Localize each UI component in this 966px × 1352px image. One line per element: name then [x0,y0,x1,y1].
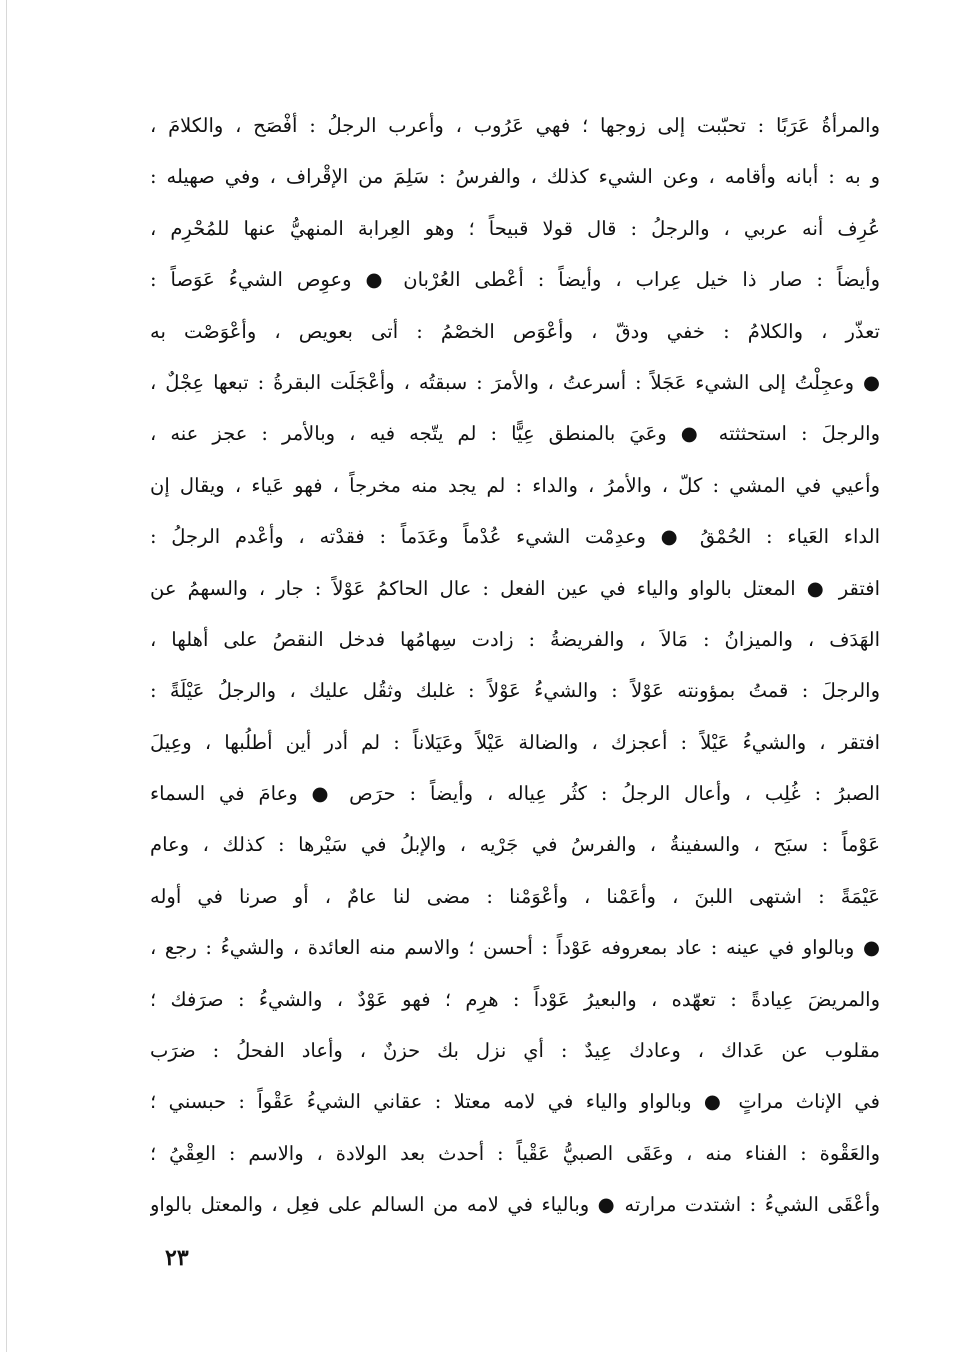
text-line-21: والعَقْوة : الفناء منه ، وعَقَى الصبيُّ عَقْياً : أحدث بعد الولادة ، والاسم : العِقْيُ ؛ [150,1141,880,1165]
text-line-13: افتقر ، والشيءُ عَيْلاً : أعجزك ، والضالة عَيْلاً وعَيَلاناً : لم أدر أين أطلُبها ، وعِيلَ [150,730,880,754]
text-line-10: افتقر ● المعتل بالواو والياء في عين الفعل : عال الحاكمُ عَوْلاً : جار ، والسهمُ عن [150,576,880,600]
text-line-16: عَيْمَةً : اشتهى اللبنَ ، وأعَمْنا ، وأعْوَمْنا : مضى لنا عامٌ ، أو صرنا في أوله [150,884,880,908]
text-line-1: والمرأةُ عَرَبًا : تحبّبت إلى زوجها ؛ فهي عَرُوب ، وأعرب الرجلُ : أفْصَح ، والكلامَ ، [150,114,880,137]
text-line-18: والمريضَ عِيادةً : تعهّده ، والبعيرُ عَوْداً : هرِم ؛ فهو عَوْدٌ ، والشيءُ : صرَفك ؛ [150,987,880,1011]
text-line-8: وأعيي في المشي : كلّ ، والأمرُ ، والداء : لم يجد منه مخرجاً ، فهو عَياء ، ويقال إن [150,473,880,497]
text-line-22: وأعْقَى الشيءُ : اشتدت مرارته ● وبالياء في لامه من السالم على فعِل ، والمعتل بالواو [150,1193,880,1217]
text-line-12: والرجلَ : قمتُ بمؤونته عَوْلاً : والشيءُ عَوْلاً : غلبك وثقُل عليك ، والرجلُ عَيْلَةً : [150,679,880,703]
text-line-20: في الإناث مراتٍ ● وبالواو والياء في لامه معتلا : عقاني الشيءُ عَقْواً : حبسني ؛ [150,1090,880,1114]
text-line-4: وأيضاً : صار ذا خيل عِراب ، وأيضاً : أعْطى العُرْبان ● وعوِص الشيءُ عَوَصاً : [150,268,880,292]
page-edge [6,0,7,1352]
text-line-5: تعذّر ، والكلامُ : خفي ودقّ ، وأعْوَص الخصْمُ : أتى بعويص ، وأعْوَصْت به [150,319,880,343]
text-line-11: الهَدَف ، والميزانُ : مَالاَ ، والفريضةُ : زادت سِهامُها فدخل النقصُ على أهلها ، [150,627,880,651]
text-line-3: عُرِف أنه عربي ، والرجلُ : قال قولا قبيحاً ؛ وهو العِرابة المنهيُّ عنها للمُحْرِم ، [150,216,880,240]
text-line-2: و به : أبانه وأقامه ، وعن الشيء كذلك ، والفرسُ : سَلِمَ من الإقْراف ، وفي صهيله : [150,165,880,189]
text-line-14: الصبرُ : غُلِب ، وأعال الرجلُ : كثُر عِياله ، وأيضاً : حرَص ● وعامَ في السماء [150,782,880,806]
body-text [150,100,880,1231]
text-line-15: عَوْماً : سبَح ، والسفينةُ ، والفرسُ في جَرْيه ، والإبلُ في سَيْرها : كذلك ، وعام [150,833,880,857]
text-line-7: والرجلَ : استحثثته ● وعَيَ بالمنطق عِيًّا : لم يتّجه فيه ، وبالأمر : عجز عنه ، [150,422,880,446]
text-line-9: الداء العَياء : الحُمْقُ ● وعدِمْت الشيء عُدْماً وعَدَماً : فقدْته ، وأعْدم الرجلُ : [150,525,880,549]
text-line-17: ● وبالواو في عينه : عاد بمعروفه عَوْداً : أحسن ؛ والاسم منه العائدة ، والشيءُ : رجع ، [150,936,880,960]
text-line-19: مقلوب عن عَداك ، وعادك عِيدٌ : أي نزل بك حزنٌ ، وأعاد الفحلُ : ضرَب [150,1039,880,1063]
text-line-6: ● وعجِلْتُ إلى الشيء عَجَلاً : أسرعتُ ، والأمرَ : سبقتُه ، وأعْجَلَت البقرةُ : تبعها عِجْلٌ ، [150,370,880,394]
page-number: ٢٣ [165,1245,189,1271]
